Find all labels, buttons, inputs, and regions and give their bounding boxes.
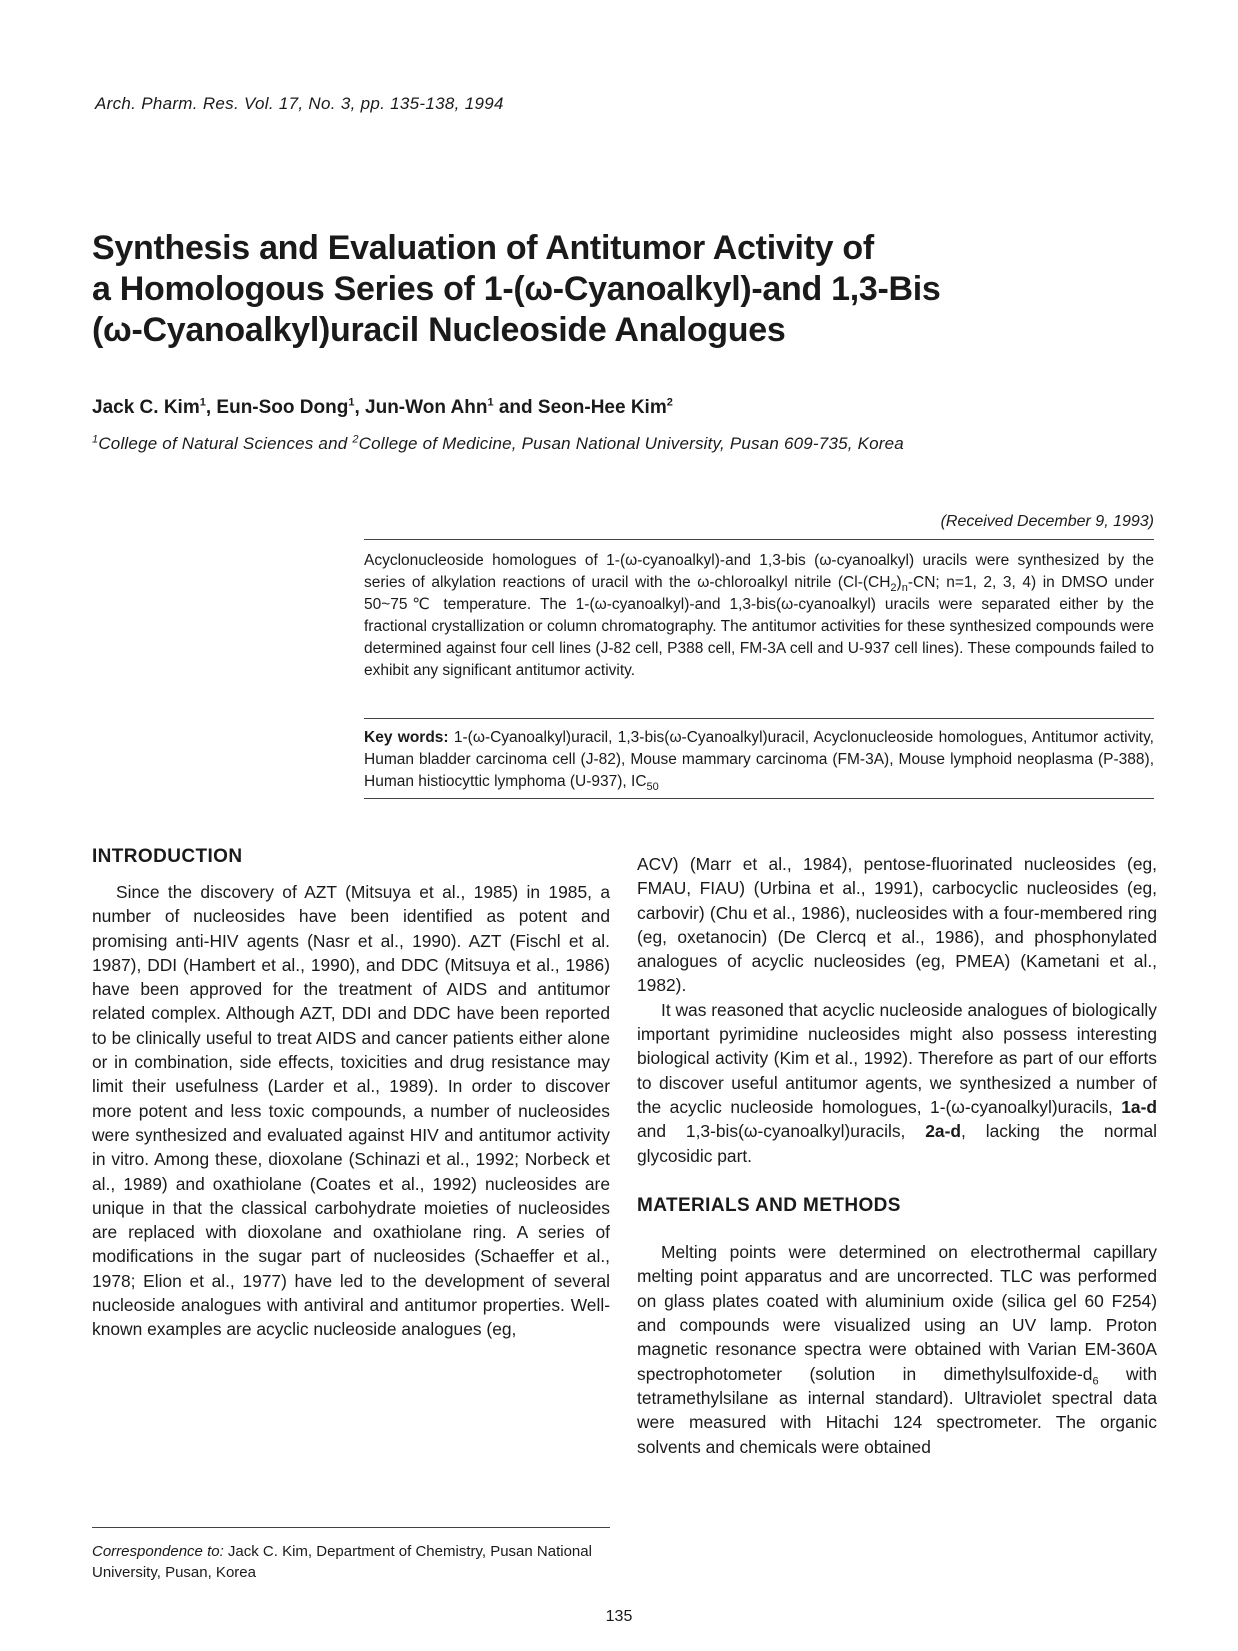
author-4: Seon-Hee Kim (537, 397, 667, 418)
abstract-text-b: ) (896, 574, 902, 591)
methods-p1-sub: 6 (1092, 1375, 1099, 1388)
introduction-heading: INTRODUCTION (92, 846, 243, 867)
affil-part-1: College of Natural Sciences and (98, 434, 353, 453)
abstract-top-rule (364, 539, 1154, 540)
page-number: 135 (605, 1608, 633, 1625)
affil-part-2: College of Medicine, Pusan National University, Pusan 609-735, Korea (358, 434, 904, 453)
intro-p2-text-c: and 1,3-bis(ω-cyanoalkyl)uracils, (637, 1121, 926, 1142)
keywords-label: Key words: (364, 729, 449, 746)
keywords-bottom-rule (364, 798, 1154, 799)
affiliation (92, 434, 904, 454)
author-1: Jack C. Kim (92, 397, 200, 418)
correspondence-label: Correspondence to: (92, 1543, 224, 1560)
right-column (637, 852, 1157, 1459)
received-date: (Received December 9, 1993) (940, 513, 1154, 530)
intro-p2-text-a: It was reasoned that acyclic nucleoside analogues of biologically important pyrimidine nucleosides might also possess interesting biological activity (Kim et al., 1992). Therefore as part of our efforts to discover useful antitumor agents, we synthesized a number of the acyclic nucleoside homologues, 1-(ω-cyanoalkyl)uracils, (637, 999, 1157, 1117)
footnote-rule (92, 1527, 610, 1528)
article-title (92, 228, 972, 351)
abstract-sub-2: 2 (890, 582, 897, 595)
author-1-sup: 1 (199, 396, 206, 409)
journal-header: Arch. Pharm. Res. Vol. 17, No. 3, pp. 135-138, 1994 (95, 94, 504, 113)
abstract-text-c: -CN; n=1, 2, 3, 4) in DMSO under 50~75℃ temperature. The 1-(ω-cyanoalkyl)-and 1,3-bis(ω-cyanoalkyl) uracils were separated either by the fractional crystallization or column chromatography. The antitumor activities for these synthesized compounds were determined against four cell lines (J-82 cell, P388 cell, FM-3A cell and U-937 cell lines). These compounds failed to exhibit any significant antitumor activity. (364, 574, 1154, 679)
methods-p1-text-a: Melting points were determined on electrothermal capillary melting point apparatus and are uncorrected. TLC was performed on glass plates coated with aluminium oxide (silica gel 60 F254) and compounds were visualized using an UV lamp. Proton magnetic resonance spectra were obtained with Varian EM-360A spectrophotometer (solution in dimethylsulfoxide-d (637, 1242, 1157, 1384)
abstract (364, 550, 1154, 682)
introduction-paragraph-2 (637, 998, 1157, 1168)
affil-sup-2: 2 (352, 433, 359, 446)
author-list: Jack C. Kim$^1$, Eun-Soo Dong$^1$, Jun-Won Ahn$^1$ and Seon-Hee Kim$^2$ (92, 396, 673, 418)
abstract-bottom-rule (364, 718, 1154, 719)
title-line-2: a Homologous Series of 1-(ω-Cyanoalkyl)-and 1,3-Bis (92, 270, 941, 308)
compound-2a-d: 2a-d (925, 1121, 962, 1142)
left-column (92, 880, 610, 1342)
author-2: Eun-Soo Dong (216, 397, 349, 418)
compound-1a-d: 1a-d (1121, 1096, 1157, 1117)
keywords-text: 1-(ω-Cyanoalkyl)uracil, 1,3-bis(ω-Cyanoalkyl)uracil, Acyclonucleoside homologues, Antitumor activity, Human bladder carcinoma cell (J-82), Mouse mammary carcinoma (FM-3A), Mouse lymphoid neoplasma (P-388), Human histiocyttic lymphoma (U-937), IC (364, 729, 1154, 790)
keywords (364, 727, 1154, 793)
intro-p2-text-e: , lacking the normal glycosidic part. (637, 1121, 1158, 1166)
author-3-sup: 1 (487, 396, 494, 409)
author-and: and (498, 397, 533, 418)
keywords-sub: 50 (646, 781, 659, 794)
correspondence-text: Jack C. Kim, Department of Chemistry, Pusan National University, Pusan, Korea (92, 1543, 592, 1581)
introduction-paragraph-1: Since the discovery of AZT (Mitsuya et al., 1985) in 1985, a number of nucleosides have been identified as potent and promising anti-HIV agents (Nasr et al., 1990). AZT (Fischl et al. 1987), DDI (Hambert et al., 1990), and DDC (Mitsuya et al., 1986) have been approved for the treatment of AIDS and antitumor related complex. Although AZT, DDI and DDC have been reported to be clinically useful to treat AIDS and cancer patients either alone or in combination, side effects, toxicities and drug resistance may limit their usefulness (Larder et al., 1989). In order to discover more potent and less toxic compounds, a number of nucleosides were synthesized and evaluated against HIV and antitumor activity in vitro. Among these, dioxolane (Schinazi et al., 1992; Norbeck et al., 1989) and oxathiolane (Coates et al., 1992) nucleosides are unique in that the classical carbohydrate moieties of nucleosides are replaced with dioxolane and oxathiolane ring. A series of modifications in the sugar part of nucleosides (Schaeffer et al., 1978; Elion et al., 1977) have led to the development of several nucleoside analogues with antiviral and antitumor properties. Well-known examples are acyclic nucleoside analogues (eg, (92, 882, 610, 1340)
correspondence-footnote (92, 1541, 610, 1583)
title-line-3: (ω-Cyanoalkyl)uracil Nucleoside Analogues (92, 311, 786, 349)
methods-p1-text-b: with tetramethylsilane as internal standard). Ultraviolet spectral data were measured with Hitachi 124 spectrometer. The organic solvents and chemicals were obtained (637, 1363, 1157, 1457)
title-line-1: Synthesis and Evaluation of Antitumor Activity of (92, 229, 874, 267)
abstract-text-a: Acyclonucleoside homologues of 1-(ω-cyanoalkyl)-and 1,3-bis (ω-cyanoalkyl) uracils were synthesized by the series of alkylation reactions of uracil with the ω-chloroalkyl nitrile (Cl-(CH (364, 552, 1154, 591)
author-2-sup: 1 (348, 396, 355, 409)
introduction-paragraph-1-continued: ACV) (Marr et al., 1984), pentose-fluorinated nucleosides (eg, FMAU, FIAU) (Urbina et al., 1991), carbocyclic nucleosides (eg, carbovir) (Chu et al., 1986), nucleosides with a four-membered ring (eg, oxetanocin) (De Clercq et al., 1986), and phosphonylated analogues of acyclic nucleosides (eg, PMEA) (Kametani et al., 1982). (637, 854, 1157, 996)
methods-paragraph-1 (637, 1240, 1157, 1459)
author-3: Jun-Won Ahn (365, 397, 488, 418)
author-4-sup: 2 (666, 396, 673, 409)
abstract-sub-n: n (901, 582, 908, 595)
affil-sup-1: 1 (92, 433, 99, 446)
methods-heading: MATERIALS AND METHODS (637, 1194, 901, 1216)
